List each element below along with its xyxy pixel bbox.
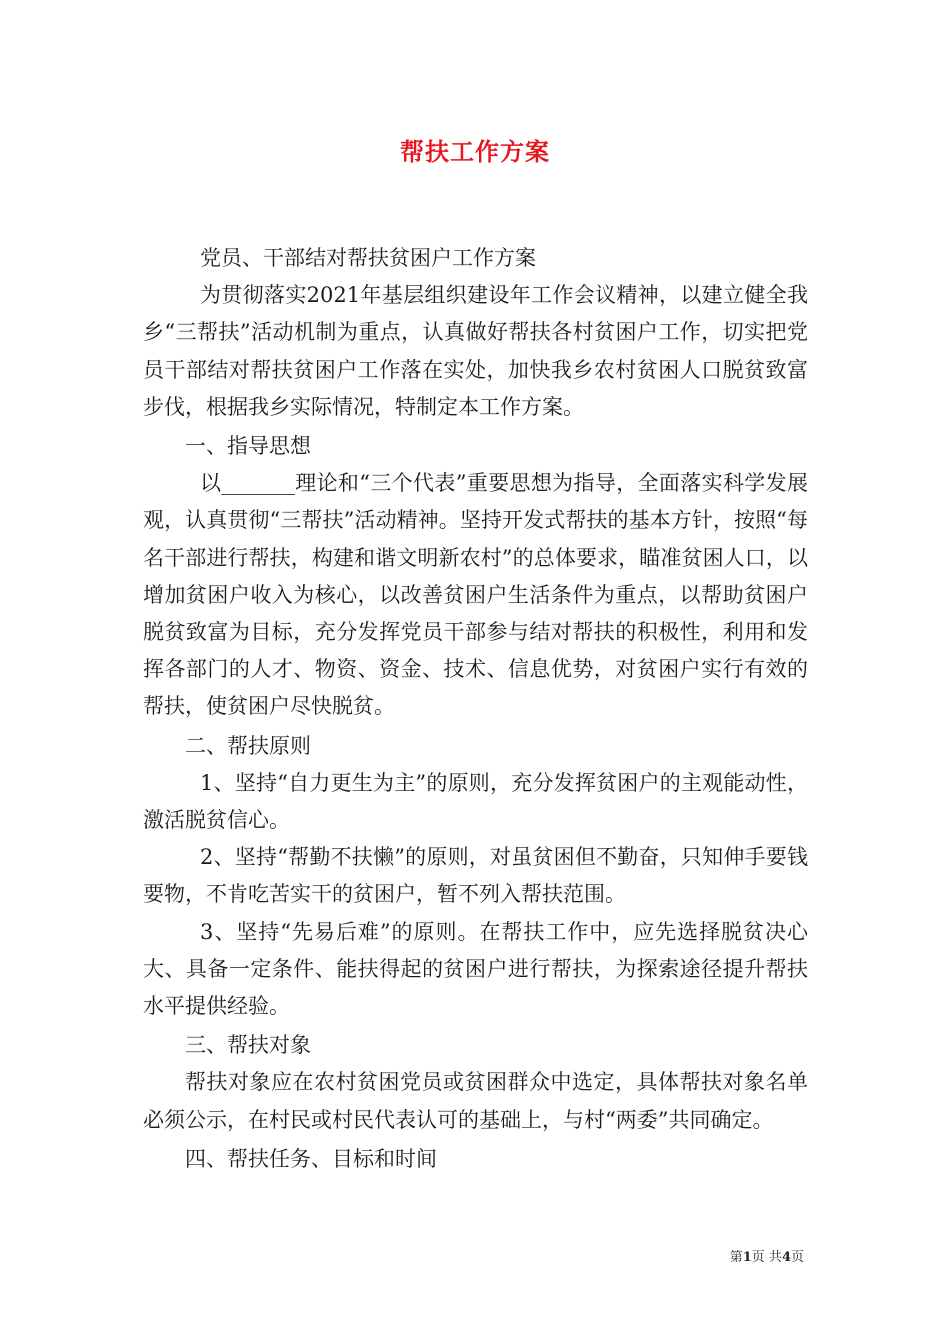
principle-2-paragraph: 2、坚持“帮勤不扶懒”的原则，对虽贫困但不勤奋，只知伸手要钱要物，不肯吃苦实干的贫困户，暂不列入帮扶范围。 [143,845,808,907]
page-number-footer [730,1246,804,1265]
section-heading-2: 二、帮扶原则 [185,733,311,758]
target-paragraph: 帮扶对象应在农村贫困党员或贫困群众中选定，具体帮扶对象名单必须公示，在村民或村民代表认可的基础上，与村“两委”共同确定。 [143,1070,808,1132]
principle-3-paragraph: 3、坚持“先易后难”的原则。在帮扶工作中，应先选择脱贫决心大、具备一定条件、能扶得起的贫困户进行帮扶，为探索途径提升帮扶水平提供经验。 [143,919,808,1019]
intro-paragraph: 为贯彻落实2021年基层组织建设年工作会议精神，以建立健全我乡“三帮扶”活动机制为重点，认真做好帮扶各村贫困户工作，切实把党员干部结对帮扶贫困户工作落在实处，加快我乡农村贫困人口脱贫致富步伐，根据我乡实际情况，特制定本工作方案。 [143,283,808,419]
footer-suffix: 页 [790,1250,804,1265]
document-title: 帮扶工作方案 [400,137,550,166]
document-body [143,240,808,1178]
subtitle-paragraph: 党员、干部结对帮扶贫困户工作方案 [200,246,536,270]
principle-1-paragraph: 1、坚持“自力更生为主”的原则，充分发挥贫困户的主观能动性，激活脱贫信心。 [143,770,808,833]
total-page-number: 4 [781,1250,791,1265]
section-heading-3: 三、帮扶对象 [185,1033,311,1058]
section-heading-1: 一、指导思想 [185,434,311,459]
footer-middle: 页 共 [751,1250,782,1265]
guiding-thought-paragraph: 以_______理论和“三个代表”重要思想为指导，全面落实科学发展观，认真贯彻“三帮扶”活动精神。坚持开发式帮扶的基本方针，按照“每名干部进行帮扶，构建和谐文明新农村”的总体要求，瞄准贫困人口，以增加贫困户收入为核心，以改善贫困户生活条件为重点，以帮助贫困户脱贫致富为目标，充分发挥党员干部参与结对帮扶的积极性，利用和发挥各部门的人才、物资、资金、技术、信息优势，对贫困户实行有效的帮扶，使贫困户尽快脱贫。 [143,471,808,719]
footer-prefix: 第 [729,1250,743,1265]
current-page-number: 1 [742,1250,752,1265]
section-heading-4: 四、帮扶任务、目标和时间 [185,1146,437,1171]
